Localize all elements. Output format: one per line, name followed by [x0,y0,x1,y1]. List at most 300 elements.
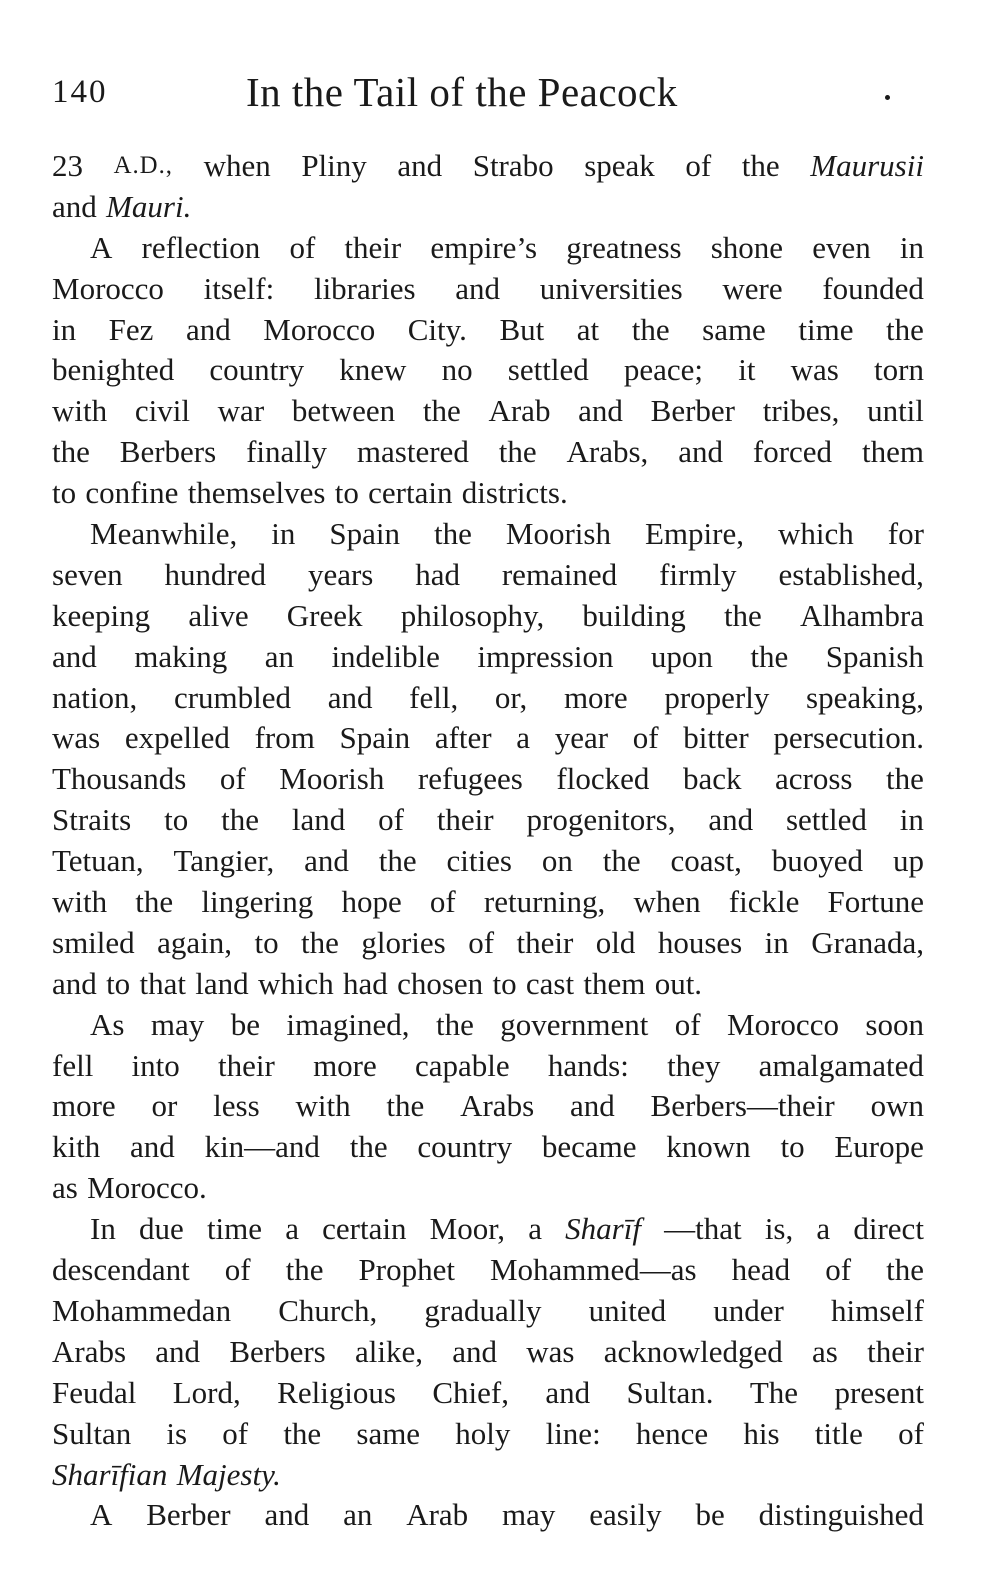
word: were [722,270,783,306]
word: them [583,965,646,1001]
word: them [861,434,924,470]
word: and [578,393,623,429]
word: Feudal [52,1374,137,1410]
word: was [790,352,839,388]
word: of [898,1415,924,1451]
word: land [195,965,249,1001]
word: the [52,434,90,470]
word: his [743,1415,780,1451]
word: a [285,1211,299,1247]
word: fickle [728,884,800,920]
word: more [563,679,628,715]
word: present [834,1374,924,1410]
word: to [492,965,517,1001]
word: confine [85,475,179,511]
text-line [52,350,924,391]
word: may [502,1497,556,1533]
word: A.D., [113,152,173,179]
word: less [213,1088,260,1124]
word: time [798,311,854,347]
word: settled [785,802,867,838]
word: when [633,884,701,920]
word: Arab [406,1497,469,1533]
word: on [541,843,573,879]
word: glories [361,924,446,960]
word: houses [657,924,743,960]
word: seven [52,556,123,592]
text-line [52,473,924,514]
text-line [52,882,924,923]
word: easily [589,1497,662,1533]
word: Maurusii [810,148,924,183]
word: own [870,1088,924,1124]
word: their [344,229,402,265]
word: country [417,1129,513,1165]
text-line [52,923,924,964]
word: and [185,311,231,347]
word: Morocco. [87,1170,207,1206]
word: holy [455,1415,511,1451]
word: upon [650,638,713,674]
word: certain [368,475,453,511]
word: more [52,1088,116,1124]
text-line [52,1086,924,1127]
word: remained [501,556,618,592]
word: persecution. [773,720,924,756]
word: of [219,761,246,797]
word: the [602,843,641,879]
word: Arab [488,393,551,429]
word: soon [865,1006,924,1042]
word: and [455,270,501,306]
word: speaking, [806,679,924,715]
text-line [52,228,924,269]
word: which [778,516,854,552]
word: empire’s [430,229,538,265]
word: building [582,597,686,633]
word: which [257,965,334,1001]
word: the [301,924,339,960]
word: of [224,1252,251,1288]
word: making [134,638,228,674]
text-line [52,637,924,678]
word: finally [246,434,328,470]
word: —that [664,1211,742,1247]
word: of [378,802,404,838]
word: the [135,884,174,920]
word: out. [654,965,703,1001]
word: Pliny [301,148,367,183]
word: impression [477,638,614,674]
word: is [166,1415,188,1451]
word: and [327,679,373,715]
word: Meanwhile, [90,516,238,552]
word: Berbers [119,434,217,470]
text-line [52,1455,924,1496]
word: from [254,720,315,756]
word: Alhambra [800,597,924,633]
word: head [731,1252,791,1288]
word: Morocco [52,270,164,306]
word: the [886,311,924,347]
word: Arabs [460,1088,535,1124]
word: A [90,229,113,265]
word: to [52,475,77,511]
word: the [886,1252,924,1288]
word: or [151,1088,178,1124]
word: fell [52,1047,94,1083]
text-line [52,678,924,719]
word: chosen [397,965,484,1001]
word: 23 [52,148,83,183]
word: Arabs, [566,434,649,470]
word: up [892,843,924,879]
word: tribes, [762,393,840,429]
word: speak [584,148,655,183]
text-line [52,1168,924,1209]
word: coast, [670,843,742,879]
running-head [52,62,924,132]
word: Berber [146,1497,231,1533]
word: smiled [52,924,135,960]
word: Religious [277,1374,396,1410]
word: As [90,1006,125,1042]
word: Berbers [229,1333,326,1369]
word: Mohammed—as [489,1252,697,1288]
word: founded [822,270,924,306]
word: in [899,802,924,838]
word: of [429,884,456,920]
word: the [378,843,417,879]
word: it [738,352,756,388]
body-text [52,146,924,1536]
word: was [52,720,101,756]
text-line [52,964,924,1005]
word: more [313,1047,377,1083]
word: the [631,311,670,347]
word: settled [507,352,589,388]
text-line [52,1046,924,1087]
word: Greek [286,597,363,633]
word: an [343,1497,373,1533]
word: line: [545,1415,601,1451]
word: Berber [650,393,735,429]
word: himself [830,1292,924,1328]
word: the [498,434,537,470]
word: of [825,1252,852,1288]
book-page [52,62,924,1536]
word: in [764,924,789,960]
word: time [206,1211,263,1247]
text-line [52,1332,924,1373]
word: nation, [52,679,138,715]
word: Sultan. [626,1374,714,1410]
word: of [674,1006,701,1042]
word: Fortune [827,884,924,920]
word: Tangier, [173,843,275,879]
word: and [52,638,97,674]
word: was [526,1333,575,1369]
word: same [356,1415,421,1451]
text-line [52,1250,924,1291]
word: be [695,1497,725,1533]
word: amalgamated [758,1047,924,1083]
word: the [386,1088,425,1124]
word: philosophy, [400,597,545,633]
word: until [867,393,924,429]
word: their [218,1047,275,1083]
text-line [52,1414,924,1455]
word: back [682,761,742,797]
word: of [289,229,316,265]
word: But [499,311,545,347]
word: Prophet [358,1252,455,1288]
word: crumbled [173,679,292,715]
word: Empire, [645,516,744,552]
word: In [90,1211,116,1247]
word: their [516,924,574,960]
word: the [750,638,789,674]
text-line [52,269,924,310]
word: kith [52,1129,101,1165]
word: of [468,924,495,960]
word: the [349,1129,388,1165]
word: kin—and [204,1129,320,1165]
word: progenitors, [526,802,676,838]
word: became [541,1129,637,1165]
word: libraries [313,270,416,306]
printer-mark [885,95,890,100]
word: hundred [164,556,267,592]
word: Moorish [505,516,611,552]
text-line [52,800,924,841]
text-line [52,146,924,187]
word: into [131,1047,180,1083]
word: hands: [547,1047,629,1083]
word: Europe [834,1129,924,1165]
word: to [334,475,359,511]
word: forced [752,434,833,470]
word: Morocco [727,1006,839,1042]
word: as [812,1333,838,1369]
word: Straits [52,802,132,838]
word: and [678,434,723,470]
word: flocked [556,761,650,797]
word: of [222,1415,249,1451]
word: Lord, [172,1374,241,1410]
word: war [217,393,265,429]
word: when [203,148,271,183]
word: universities [539,270,683,306]
word: and [155,1333,201,1369]
text-line [52,1373,924,1414]
word: a [516,720,531,756]
word: due [139,1211,184,1247]
word: as [52,1170,78,1206]
word: and [397,148,443,183]
word: had [343,965,388,1001]
word: Spain [329,516,400,552]
word: and [130,1129,175,1165]
word: their [867,1333,924,1369]
word: Berbers—their [650,1088,835,1124]
word: at [576,311,600,347]
word: gradually [424,1292,542,1328]
text-line [52,310,924,351]
word: in [271,516,296,552]
word: title [814,1415,863,1451]
word: an [264,638,294,674]
word: alike, [354,1333,423,1369]
word: keeping [52,597,151,633]
word: and [545,1374,591,1410]
word: the [285,1252,324,1288]
word: to [254,924,279,960]
word: between [291,393,396,429]
word: no [441,352,473,388]
page-number: 140 [52,74,108,110]
word: and [304,843,349,879]
text-line [52,1291,924,1332]
word: returning, [483,884,606,920]
word: across [775,761,853,797]
word: Strabo [472,148,554,183]
word: they [667,1047,721,1083]
word: themselves [187,475,326,511]
word: City. [407,311,467,347]
text-line [52,514,924,555]
word: reflection [141,229,261,265]
text-line [52,187,924,228]
word: hope [341,884,402,920]
word: united [588,1292,667,1328]
word: hence [635,1415,709,1451]
word: Moor, [429,1211,506,1247]
word: the [741,148,780,183]
word: their [436,802,494,838]
word: descendant [52,1252,190,1288]
word: in [899,229,924,265]
word: after [434,720,492,756]
word: same [702,311,766,347]
word: benighted [52,352,175,388]
text-line [52,391,924,432]
word: alive [188,597,249,633]
word: and [52,965,97,1001]
word: and [452,1333,497,1369]
word: and [52,188,97,224]
word: the [435,1006,474,1042]
word: the [723,597,762,633]
word: Mauri. [106,188,192,224]
word: with [52,884,108,920]
word: with [295,1088,351,1124]
word: to [106,965,131,1001]
word: is, [764,1211,794,1247]
word: to [164,802,189,838]
word: torn [874,352,924,388]
word: a [816,1211,831,1247]
text-line [52,759,924,800]
word: cities [446,843,512,879]
word: country [209,352,305,388]
word: that [139,965,186,1001]
word: certain [322,1211,407,1247]
text-line [52,1209,924,1250]
word: years [307,556,374,592]
text-line [52,596,924,637]
word: to [780,1129,805,1165]
word: properly [664,679,770,715]
word: old [595,924,636,960]
word: fell, [409,679,459,715]
text-line [52,1495,924,1536]
word: land [291,802,346,838]
word: bitter [683,720,749,756]
word: the [434,516,472,552]
word: Morocco [263,311,376,347]
word: or, [494,679,528,715]
word: refugees [417,761,523,797]
word: established, [778,556,924,592]
word: Sharīf [565,1211,641,1247]
word: in [52,311,77,347]
word: Chief, [432,1374,509,1410]
word: Moorish [279,761,385,797]
text-line [52,718,924,759]
word: and [708,802,754,838]
word: of [685,148,712,183]
word: Majesty. [176,1456,281,1492]
word: Thousands [52,761,187,797]
word: lingering [201,884,314,920]
word: Sultan [52,1415,132,1451]
word: had [415,556,460,592]
word: the [886,761,924,797]
text-line [52,1127,924,1168]
word: distinguished [758,1497,924,1533]
word: the [221,802,259,838]
word: government [500,1006,649,1042]
word: the [283,1415,322,1451]
word: Spain [339,720,411,756]
text-line [52,555,924,596]
word: The [749,1374,799,1410]
word: districts. [461,475,568,511]
running-title: In the Tail of the Peacock [246,69,678,115]
word: of [632,720,659,756]
word: Sharīfian [52,1456,168,1492]
word: and [569,1088,615,1124]
word: peace; [623,352,704,388]
word: knew [339,352,407,388]
word: under [713,1292,784,1328]
word: Fez [108,311,154,347]
word: for [887,516,924,552]
word: even [812,229,871,265]
word: again, [157,924,233,960]
text-line [52,841,924,882]
word: shone [710,229,784,265]
word: Tetuan, [52,843,144,879]
word: known [666,1129,751,1165]
word: capable [415,1047,510,1083]
word: Arabs [52,1333,127,1369]
word: mastered [356,434,469,470]
word: year [554,720,609,756]
word: a [528,1211,542,1247]
word: direct [853,1211,924,1247]
